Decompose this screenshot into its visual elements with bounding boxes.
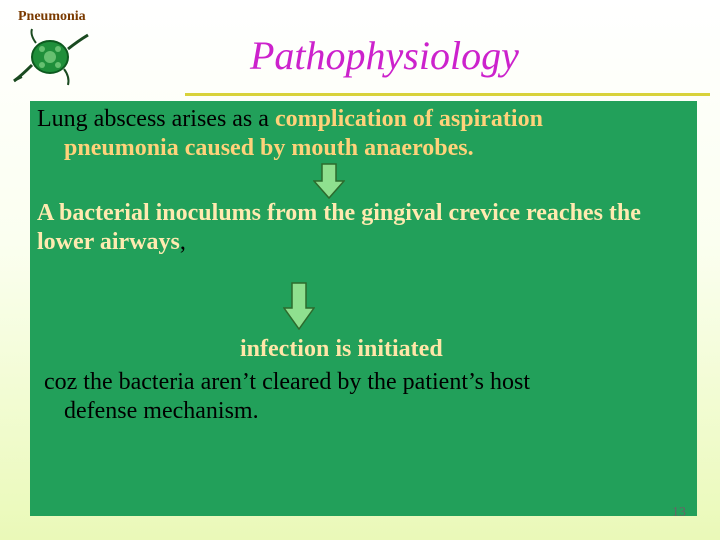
paragraph-host-defense bbox=[44, 368, 684, 426]
down-arrow-icon bbox=[283, 282, 315, 330]
para2-text: A bacterial inoculums from the gingival crevice reaches the lower airways bbox=[37, 200, 641, 255]
para2-comma: , bbox=[179, 229, 186, 255]
para1-text-c: pneumonia caused by mouth anaerobes. bbox=[64, 135, 474, 161]
paragraph-lung-abscess bbox=[37, 105, 677, 163]
page-number: 13 bbox=[672, 505, 686, 520]
paragraph-infection-initiated: infection is initiated bbox=[240, 336, 443, 362]
para1-highlight: complication of aspiration bbox=[274, 106, 543, 132]
slide-title: Pathophysiology bbox=[250, 33, 519, 78]
para4-line2: defense mechanism. bbox=[64, 398, 259, 424]
title-underline bbox=[185, 93, 710, 96]
section-label: Pneumonia bbox=[18, 9, 86, 24]
turtle-logo-icon bbox=[10, 27, 92, 91]
para4-line1: coz the bacteria aren’t cleared by the patient’s host bbox=[44, 369, 530, 395]
down-arrow-icon bbox=[313, 163, 345, 199]
content-panel bbox=[30, 101, 697, 516]
para1-text-a: Lung abscess arises as a bbox=[37, 106, 275, 132]
paragraph-bacterial-inoculums bbox=[37, 199, 677, 257]
